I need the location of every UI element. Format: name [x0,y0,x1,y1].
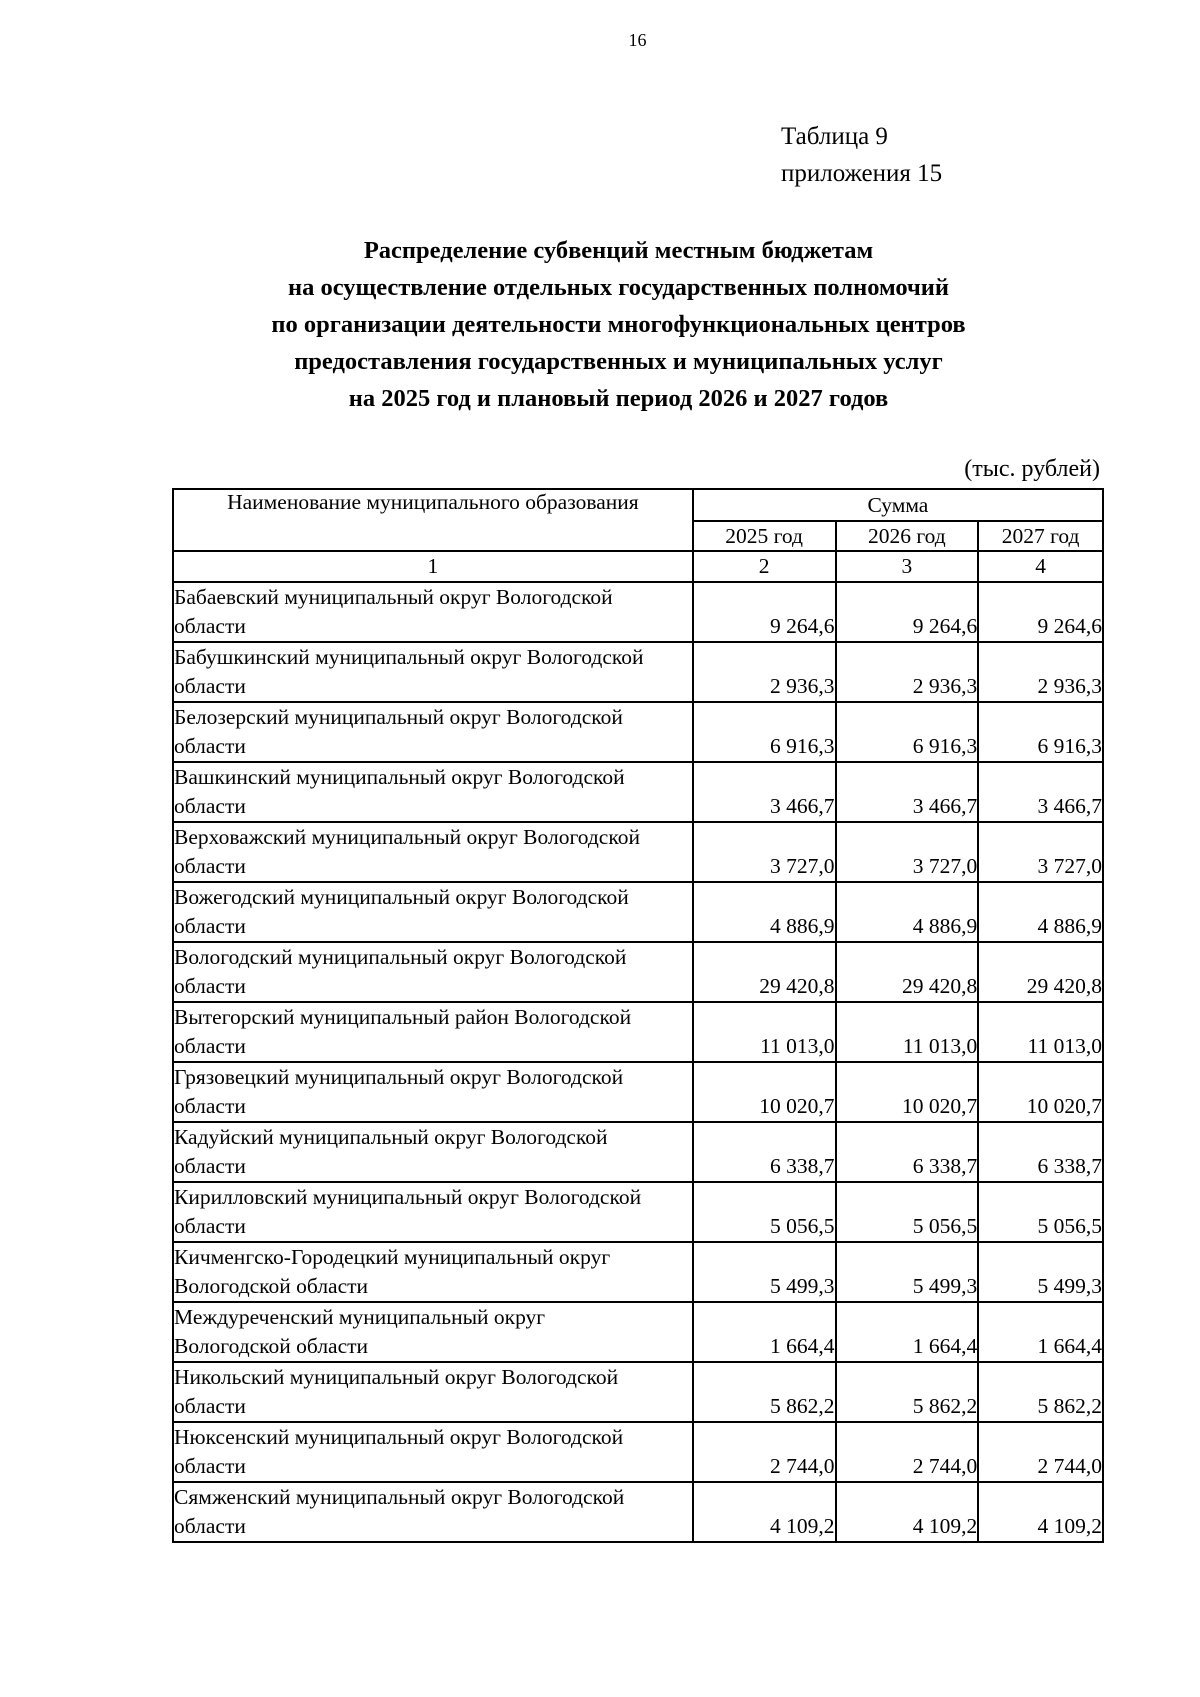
municipality-name-line: области [174,1514,246,1538]
municipality-name [173,1302,693,1362]
amount-2025: 1 664,4 [693,1302,836,1362]
municipality-name-line: области [174,1454,246,1478]
municipality-name-line: Сямженский муниципальный округ Вологодской [174,1485,625,1509]
amount-2025: 5 862,2 [693,1362,836,1422]
title-line4: предоставления государственных и муниципальных услуг [294,348,943,375]
municipality-name-line: Грязовецкий муниципальный округ Вологодской [174,1065,624,1089]
amount-2027: 4 886,9 [978,882,1103,942]
amount-2027: 9 264,6 [978,582,1103,642]
amount-2027: 5 862,2 [978,1362,1103,1422]
amount-2026: 2 744,0 [836,1422,979,1482]
municipality-name-line: Вашкинский муниципальный округ Вологодской [174,765,625,789]
amount-2025: 2 936,3 [693,642,836,702]
title-line1: Распределение субвенций местным бюджетам [363,237,874,264]
municipality-name-line: Кадуйский муниципальный округ Вологодской [174,1125,608,1149]
amount-2027: 6 338,7 [978,1122,1103,1182]
amount-2025: 3 466,7 [693,762,836,822]
document-title [160,232,1077,417]
amount-2025: 5 499,3 [693,1242,836,1302]
table-row [173,1482,1103,1542]
municipality-name [173,642,693,702]
units-label: (тыс. рублей) [964,456,1100,482]
municipality-name-line: Бабушкинский муниципальный округ Вологодской [174,645,644,669]
amount-2025: 4 109,2 [693,1482,836,1542]
amount-2026: 6 916,3 [836,702,979,762]
amount-2026: 5 056,5 [836,1182,979,1242]
amount-2027: 4 109,2 [978,1482,1103,1542]
amount-2025: 29 420,8 [693,942,836,1002]
header-year-2027: 2027 год [978,521,1103,551]
amount-2026: 5 499,3 [836,1242,979,1302]
amount-2026: 9 264,6 [836,582,979,642]
header-year-2026: 2026 год [836,521,979,551]
municipality-name [173,942,693,1002]
table-ref-line1: Таблица 9 [781,123,888,150]
table-row [173,1062,1103,1122]
table-row [173,1002,1103,1062]
title-line2: на осуществление отдельных государственных полномочий [287,274,950,301]
amount-2027: 5 056,5 [978,1182,1103,1242]
amount-2026: 4 886,9 [836,882,979,942]
header-name: Наименование муниципального образования [173,489,693,551]
table-row [173,702,1103,762]
amount-2025: 4 886,9 [693,882,836,942]
table-row [173,882,1103,942]
municipality-name-line: области [174,974,246,998]
amount-2027: 2 744,0 [978,1422,1103,1482]
column-number: 2 [693,551,836,582]
table-row [173,1242,1103,1302]
amount-2026: 3 466,7 [836,762,979,822]
municipality-name-line: Вожегодский муниципальный округ Вологодской [174,885,629,909]
header-year-2025: 2025 год [693,521,836,551]
table-row [173,1182,1103,1242]
municipality-name-line: Вологодской области [174,1334,369,1358]
municipality-name [173,882,693,942]
municipality-name-line: Кичменгско-Городецкий муниципальный округ [174,1245,611,1269]
amount-2026: 4 109,2 [836,1482,979,1542]
municipality-name [173,582,693,642]
amount-2027: 6 916,3 [978,702,1103,762]
municipality-name-line: области [174,914,246,938]
amount-2027: 10 020,7 [978,1062,1103,1122]
amount-2027: 3 727,0 [978,822,1103,882]
table-row [173,942,1103,1002]
amount-2025: 2 744,0 [693,1422,836,1482]
municipality-name-line: Белозерский муниципальный округ Вологодской [174,705,623,729]
municipality-name-line: Верховажский муниципальный округ Вологодской [174,825,640,849]
table-row [173,1362,1103,1422]
municipality-name-line: Вологодской области [174,1274,369,1298]
table-ref-line2: приложения 15 [781,160,943,187]
municipality-name-line: Междуреченский муниципальный округ [174,1305,546,1329]
subvention-table [172,488,1104,1543]
amount-2026: 2 936,3 [836,642,979,702]
amount-2027: 3 466,7 [978,762,1103,822]
municipality-name [173,1182,693,1242]
table-row [173,642,1103,702]
column-number: 4 [978,551,1103,582]
municipality-name [173,1002,693,1062]
municipality-name [173,822,693,882]
municipality-name-line: области [174,1094,246,1118]
municipality-name-line: области [174,1034,246,1058]
municipality-name [173,1422,693,1482]
municipality-name-line: Никольский муниципальный округ Вологодской [174,1365,619,1389]
amount-2025: 5 056,5 [693,1182,836,1242]
title-line3: по организации деятельности многофункциональных центров [271,311,966,338]
table-reference [781,118,942,192]
amount-2025: 11 013,0 [693,1002,836,1062]
amount-2027: 5 499,3 [978,1242,1103,1302]
amount-2027: 29 420,8 [978,942,1103,1002]
municipality-name [173,1482,693,1542]
page-number: 16 [628,30,647,50]
table-row [173,1302,1103,1362]
table-row [173,822,1103,882]
amount-2027: 11 013,0 [978,1002,1103,1062]
amount-2025: 6 338,7 [693,1122,836,1182]
amount-2026: 3 727,0 [836,822,979,882]
municipality-name-line: области [174,614,246,638]
municipality-name-line: области [174,734,246,758]
amount-2026: 29 420,8 [836,942,979,1002]
amount-2026: 10 020,7 [836,1062,979,1122]
amount-2027: 2 936,3 [978,642,1103,702]
amount-2026: 11 013,0 [836,1002,979,1062]
table-body [173,582,1103,1542]
table-row [173,762,1103,822]
table-row [173,1122,1103,1182]
municipality-name [173,762,693,822]
amount-2026: 5 862,2 [836,1362,979,1422]
municipality-name-line: области [174,1214,246,1238]
amount-2025: 6 916,3 [693,702,836,762]
header-sum: Сумма [693,489,1103,521]
amount-2026: 6 338,7 [836,1122,979,1182]
municipality-name [173,1122,693,1182]
amount-2025: 9 264,6 [693,582,836,642]
amount-2027: 1 664,4 [978,1302,1103,1362]
municipality-name-line: Вытегорский муниципальный район Вологодской [174,1005,632,1029]
amount-2025: 10 020,7 [693,1062,836,1122]
municipality-name-line: области [174,674,246,698]
municipality-name [173,1062,693,1122]
municipality-name-line: Вологодский муниципальный округ Вологодской [174,945,627,969]
municipality-name [173,1362,693,1422]
column-number: 1 [173,551,693,582]
table-row [173,1422,1103,1482]
municipality-name-line: области [174,854,246,878]
municipality-name-line: Кирилловский муниципальный округ Вологодской [174,1185,642,1209]
municipality-name [173,702,693,762]
title-line5: на 2025 год и плановый период 2026 и 2027 годов [348,385,889,412]
amount-2025: 3 727,0 [693,822,836,882]
table-row [173,582,1103,642]
municipality-name-line: области [174,794,246,818]
municipality-name-line: Бабаевский муниципальный округ Вологодской [174,585,613,609]
amount-2026: 1 664,4 [836,1302,979,1362]
municipality-name-line: области [174,1394,246,1418]
municipality-name-line: области [174,1154,246,1178]
municipality-name [173,1242,693,1302]
municipality-name-line: Нюксенский муниципальный округ Вологодской [174,1425,624,1449]
column-number: 3 [836,551,979,582]
